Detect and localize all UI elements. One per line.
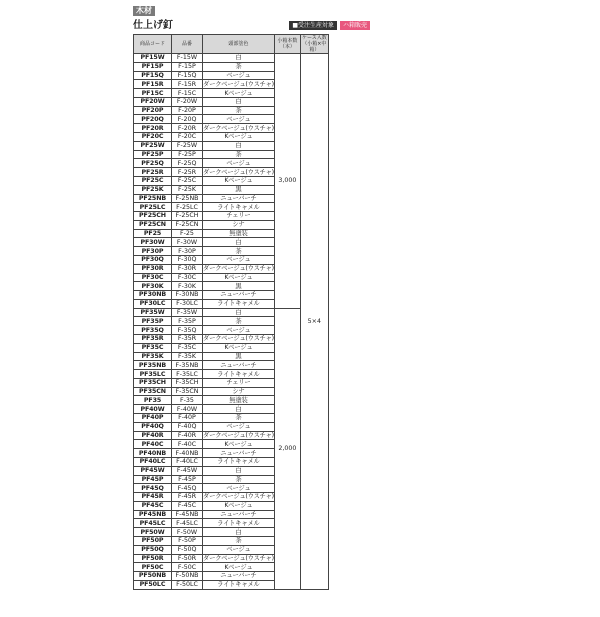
part-number-cell: F-15W xyxy=(172,54,203,63)
head-color-cell: シナ xyxy=(203,220,275,229)
head-color-cell: ダークベージュ(ウスチャ) xyxy=(203,431,274,439)
head-color-cell: Kベージュ xyxy=(203,343,275,352)
head-color-cell: 茶 xyxy=(203,317,275,326)
head-color-cell: ベージュ xyxy=(203,326,275,335)
product-code-cell: PF25CH xyxy=(134,212,172,221)
product-code-cell: PF45NB xyxy=(134,510,172,519)
head-color-cell: ベージュ xyxy=(203,71,275,80)
product-code-cell: PF15C xyxy=(134,89,172,98)
head-color-cell: 無塗装 xyxy=(203,229,275,238)
head-color-cell: 茶 xyxy=(203,536,275,545)
page-title: 仕上げ釘 xyxy=(133,20,173,31)
part-number-cell: F-40C xyxy=(172,440,203,449)
part-number-cell: F-15R xyxy=(172,80,203,89)
head-color-cell: 白 xyxy=(203,54,275,63)
product-code-cell: PF30LC xyxy=(134,299,172,308)
head-color-cell: ダークベージュ(ウスチャ) xyxy=(203,265,274,273)
product-code-cell: PF50NB xyxy=(134,572,172,581)
product-code-cell: PF30R xyxy=(134,264,172,273)
product-code-cell: PF40LC xyxy=(134,457,172,466)
part-number-cell: F-25Q xyxy=(172,159,203,168)
product-code-cell: PF50LC xyxy=(134,580,172,589)
product-code-cell: PF30C xyxy=(134,273,172,282)
part-number-cell: F-25R xyxy=(172,168,203,177)
part-number-cell: F-40NB xyxy=(172,449,203,458)
head-color-cell: Kベージュ xyxy=(203,501,275,510)
box-sale-tag: ハ箱販売 xyxy=(340,21,370,30)
product-code-cell: PF25LC xyxy=(134,203,172,212)
part-number-cell: F-30LC xyxy=(172,299,203,308)
head-color-cell: 白 xyxy=(203,308,275,317)
head-color-cell: ライトキャメル xyxy=(203,580,275,589)
product-code-cell: PF20C xyxy=(134,133,172,142)
made-to-order-tag: ■受注生産対象 xyxy=(289,21,337,30)
head-color-cell: 茶 xyxy=(203,475,275,484)
case-count-cell: 5×4 xyxy=(300,54,328,590)
part-number-cell: F-20C xyxy=(172,133,203,142)
product-code-cell: PF20Q xyxy=(134,115,172,124)
part-number-cell: F-25K xyxy=(172,185,203,194)
product-code-cell: PF25W xyxy=(134,141,172,150)
part-number-cell: F-45R xyxy=(172,493,203,502)
part-number-cell: F-15P xyxy=(172,62,203,71)
product-code-cell: PF50Q xyxy=(134,545,172,554)
product-code-cell: PF40C xyxy=(134,440,172,449)
tag-group xyxy=(289,21,370,30)
product-code-cell: PF25R xyxy=(134,168,172,177)
product-code-cell: PF15W xyxy=(134,54,172,63)
head-color-cell: 白 xyxy=(203,97,275,106)
product-code-cell: PF30K xyxy=(134,282,172,291)
head-color-cell: ニューバーチ xyxy=(203,194,275,203)
product-code-cell: PF40Q xyxy=(134,422,172,431)
part-number-cell: F-35LC xyxy=(172,370,203,379)
head-color-cell: 茶 xyxy=(203,150,275,159)
product-code-cell: PF20R xyxy=(134,124,172,133)
product-code-cell: PF45R xyxy=(134,493,172,502)
part-number-cell: F-35C xyxy=(172,343,203,352)
product-code-cell: PF45Q xyxy=(134,484,172,493)
product-code-cell: PF35C xyxy=(134,343,172,352)
part-number-cell: F-25LC xyxy=(172,203,203,212)
part-number-cell: F-35 xyxy=(172,396,203,405)
head-color-cell: Kベージュ xyxy=(203,176,275,185)
product-code-cell: PF50P xyxy=(134,536,172,545)
part-number-cell: F-30R xyxy=(172,264,203,273)
part-number-cell: F-50R xyxy=(172,554,203,563)
head-color-cell: 茶 xyxy=(203,247,275,256)
part-number-cell: F-30K xyxy=(172,282,203,291)
header-case: ケース入数（小箱×中箱） xyxy=(301,35,327,53)
part-number-cell: F-40Q xyxy=(172,422,203,431)
head-color-cell: ベージュ xyxy=(203,255,275,264)
head-color-cell: 白 xyxy=(203,528,275,537)
head-color-cell: 黒 xyxy=(203,352,275,361)
part-number-cell: F-25CN xyxy=(172,220,203,229)
head-color-cell: 無塗装 xyxy=(203,396,275,405)
head-color-cell: ダークベージュ(ウスチャ) xyxy=(203,168,274,176)
head-color-cell: ライトキャメル xyxy=(203,203,275,212)
head-color-cell: ニューバーチ xyxy=(203,449,275,458)
header-color: 頭部塗色 xyxy=(203,35,275,54)
head-color-cell: ダークベージュ(ウスチャ) xyxy=(203,554,274,562)
head-color-cell: ライトキャメル xyxy=(203,370,275,379)
head-color-cell: ダークベージュ(ウスチャ) xyxy=(203,124,274,132)
product-code-cell: PF50R xyxy=(134,554,172,563)
head-color-cell: チェリー xyxy=(203,378,275,387)
product-code-cell: PF40W xyxy=(134,405,172,414)
part-number-cell: F-45W xyxy=(172,466,203,475)
product-code-cell: PF35Q xyxy=(134,326,172,335)
product-code-cell: PF35CH xyxy=(134,378,172,387)
head-color-cell: ダークベージュ(ウスチャ) xyxy=(203,80,274,88)
part-number-cell: F-25C xyxy=(172,176,203,185)
head-color-cell: ライトキャメル xyxy=(203,299,275,308)
head-color-cell: ニューバーチ xyxy=(203,361,275,370)
head-color-cell: 白 xyxy=(203,466,275,475)
table-header-row xyxy=(134,35,329,54)
product-code-cell: PF25P xyxy=(134,150,172,159)
part-number-cell: F-40W xyxy=(172,405,203,414)
part-number-cell: F-50C xyxy=(172,563,203,572)
header-part: 品番 xyxy=(172,35,203,54)
product-code-cell: PF50W xyxy=(134,528,172,537)
box-quantity-cell: 2,000 xyxy=(274,308,300,589)
product-code-cell: PF25K xyxy=(134,185,172,194)
product-code-cell: PF15R xyxy=(134,80,172,89)
head-color-cell: ベージュ xyxy=(203,159,275,168)
header-qty: 小箱本数（本） xyxy=(274,35,300,54)
product-code-cell: PF35W xyxy=(134,308,172,317)
product-code-cell: PF40R xyxy=(134,431,172,440)
part-number-cell: F-50NB xyxy=(172,572,203,581)
part-number-cell: F-35P xyxy=(172,317,203,326)
part-number-cell: F-30P xyxy=(172,247,203,256)
part-number-cell: F-35R xyxy=(172,335,203,344)
part-number-cell: F-45LC xyxy=(172,519,203,528)
head-color-cell: 白 xyxy=(203,238,275,247)
part-number-cell: F-15C xyxy=(172,89,203,98)
head-color-cell: 黒 xyxy=(203,185,275,194)
part-number-cell: F-40LC xyxy=(172,457,203,466)
part-number-cell: F-40R xyxy=(172,431,203,440)
head-color-cell: ニューバーチ xyxy=(203,291,275,300)
part-number-cell: F-45Q xyxy=(172,484,203,493)
product-code-cell: PF25CN xyxy=(134,220,172,229)
part-number-cell: F-25 xyxy=(172,229,203,238)
table-row xyxy=(134,54,329,63)
part-number-cell: F-35NB xyxy=(172,361,203,370)
product-code-cell: PF45W xyxy=(134,466,172,475)
product-code-cell: PF30W xyxy=(134,238,172,247)
product-code-cell: PF25NB xyxy=(134,194,172,203)
head-color-cell: 茶 xyxy=(203,414,275,423)
part-number-cell: F-35CN xyxy=(172,387,203,396)
head-color-cell: ライトキャメル xyxy=(203,457,275,466)
head-color-cell: ニューバーチ xyxy=(203,572,275,581)
part-number-cell: F-50LC xyxy=(172,580,203,589)
part-number-cell: F-30NB xyxy=(172,291,203,300)
head-color-cell: ニューバーチ xyxy=(203,510,275,519)
part-number-cell: F-50P xyxy=(172,536,203,545)
part-number-cell: F-35K xyxy=(172,352,203,361)
product-code-cell: PF35CN xyxy=(134,387,172,396)
part-number-cell: F-25NB xyxy=(172,194,203,203)
product-code-cell: PF35NB xyxy=(134,361,172,370)
part-number-cell: F-20R xyxy=(172,124,203,133)
product-code-cell: PF35P xyxy=(134,317,172,326)
product-code-cell: PF30NB xyxy=(134,291,172,300)
product-code-cell: PF25Q xyxy=(134,159,172,168)
part-number-cell: F-35Q xyxy=(172,326,203,335)
head-color-cell: チェリー xyxy=(203,212,275,221)
product-code-cell: PF45C xyxy=(134,501,172,510)
head-color-cell: ベージュ xyxy=(203,545,275,554)
head-color-cell: ベージュ xyxy=(203,484,275,493)
head-color-cell: ベージュ xyxy=(203,115,275,124)
head-color-cell: Kベージュ xyxy=(203,89,275,98)
product-code-cell: PF35LC xyxy=(134,370,172,379)
part-number-cell: F-20P xyxy=(172,106,203,115)
product-code-cell: PF40P xyxy=(134,414,172,423)
part-number-cell: F-45P xyxy=(172,475,203,484)
part-number-cell: F-20Q xyxy=(172,115,203,124)
head-color-cell: Kベージュ xyxy=(203,133,275,142)
head-color-cell: ベージュ xyxy=(203,422,275,431)
product-table xyxy=(133,34,329,590)
category-badge: 木材 xyxy=(133,6,155,16)
part-number-cell: F-50Q xyxy=(172,545,203,554)
part-number-cell: F-45NB xyxy=(172,510,203,519)
box-quantity-cell: 3,000 xyxy=(274,54,300,309)
product-code-cell: PF20W xyxy=(134,97,172,106)
part-number-cell: F-35W xyxy=(172,308,203,317)
product-code-cell: PF35R xyxy=(134,335,172,344)
part-number-cell: F-35CH xyxy=(172,378,203,387)
part-number-cell: F-30Q xyxy=(172,255,203,264)
product-code-cell: PF40NB xyxy=(134,449,172,458)
part-number-cell: F-20W xyxy=(172,97,203,106)
head-color-cell: ライトキャメル xyxy=(203,519,275,528)
head-color-cell: 茶 xyxy=(203,106,275,115)
part-number-cell: F-30W xyxy=(172,238,203,247)
product-code-cell: PF30P xyxy=(134,247,172,256)
header-code: 商品コード xyxy=(134,35,172,54)
head-color-cell: ダークベージュ(ウスチャ) xyxy=(203,335,274,343)
product-code-cell: PF15Q xyxy=(134,71,172,80)
part-number-cell: F-50W xyxy=(172,528,203,537)
head-color-cell: 白 xyxy=(203,141,275,150)
part-number-cell: F-40P xyxy=(172,414,203,423)
product-code-cell: PF35 xyxy=(134,396,172,405)
head-color-cell: 茶 xyxy=(203,62,275,71)
product-code-cell: PF45P xyxy=(134,475,172,484)
part-number-cell: F-25CH xyxy=(172,212,203,221)
product-code-cell: PF30Q xyxy=(134,255,172,264)
part-number-cell: F-15Q xyxy=(172,71,203,80)
product-code-cell: PF45LC xyxy=(134,519,172,528)
head-color-cell: 白 xyxy=(203,405,275,414)
head-color-cell: 黒 xyxy=(203,282,275,291)
product-code-cell: PF35K xyxy=(134,352,172,361)
product-code-cell: PF20P xyxy=(134,106,172,115)
part-number-cell: F-25W xyxy=(172,141,203,150)
head-color-cell: Kベージュ xyxy=(203,273,275,282)
part-number-cell: F-45C xyxy=(172,501,203,510)
product-code-cell: PF15P xyxy=(134,62,172,71)
head-color-cell: ダークベージュ(ウスチャ) xyxy=(203,493,274,501)
part-number-cell: F-25P xyxy=(172,150,203,159)
head-color-cell: Kベージュ xyxy=(203,440,275,449)
product-code-cell: PF25C xyxy=(134,176,172,185)
head-color-cell: シナ xyxy=(203,387,275,396)
product-code-cell: PF25 xyxy=(134,229,172,238)
product-code-cell: PF50C xyxy=(134,563,172,572)
head-color-cell: Kベージュ xyxy=(203,563,275,572)
table-row xyxy=(134,308,329,317)
part-number-cell: F-30C xyxy=(172,273,203,282)
